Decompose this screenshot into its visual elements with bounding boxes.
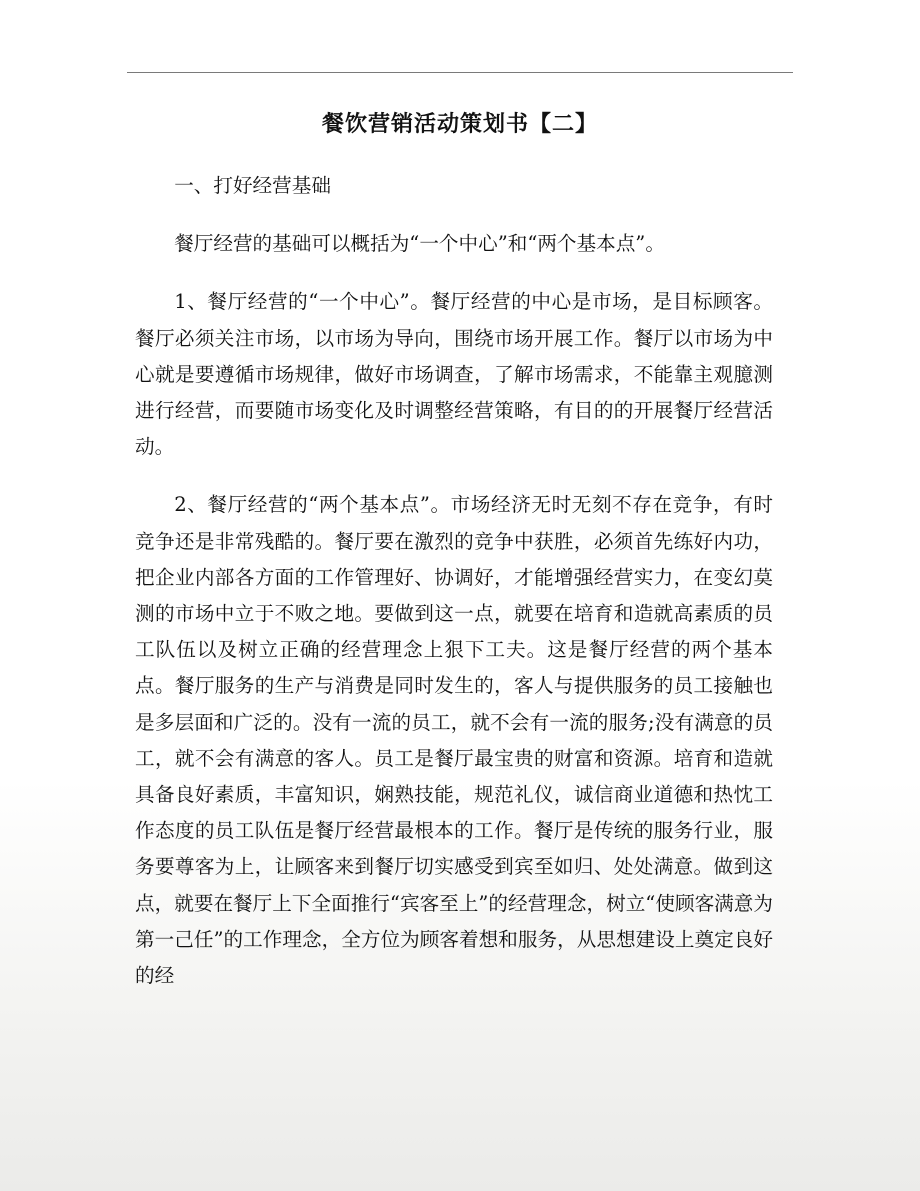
document-body: [135, 168, 773, 1016]
document-title: 餐饮营销活动策划书【二】: [321, 111, 598, 137]
paragraph: 1、餐厅经营的“一个中心”。餐厅经营的中心是市场，是目标顾客。餐厅必须关注市场，以市场为导向，围绕市场开展工作。餐厅以市场为中心就是要遵循市场规律，做好市场调查，了解市场需求，不能靠主观臆测进行经营，而要随市场变化及时调整经营策略，有目的的开展餐厅经营活动。: [135, 290, 773, 459]
paragraph: 餐厅经营的基础可以概括为“一个中心”和“两个基本点”。: [174, 232, 665, 256]
section-heading: 一、打好经营基础: [174, 174, 331, 197]
paragraph: 2、餐厅经营的“两个基本点”。市场经济无时无刻不存在竞争，有时竞争还是非常残酷的。餐厅要在激烈的竞争中获胜，必须首先练好内功，把企业内部各方面的工作管理好、协调好，才能增强经营实力，在变幻莫测的市场中立于不败之地。要做到这一点，就要在培育和造就高素质的员工队伍以及树立正确的经营理念上狠下工夫。这是餐厅经营的两个基本点。餐厅服务的生产与消费是同时发生的，客人与提供服务的员工接触也是多层面和广泛的。没有一流的员工，就不会有一流的服务;没有满意的员工，就不会有满意的客人。员工是餐厅最宝贵的财富和资源。培育和造就具备良好素质，丰富知识，娴熟技能，规范礼仪，诚信商业道德和热忱工作态度的员工队伍是餐厅经营最根本的工作。餐厅是传统的服务行业，服务要尊客为上，让顾客来到餐厅切实感受到宾至如归、处处满意。做到这点，就要在餐厅上下全面推行“宾客至上”的经营理念，树立“使顾客满意为第一己任”的工作理念，全方位为顾客着想和服务，从思想建设上奠定良好的经: [135, 493, 773, 988]
header-rule: [127, 72, 793, 73]
